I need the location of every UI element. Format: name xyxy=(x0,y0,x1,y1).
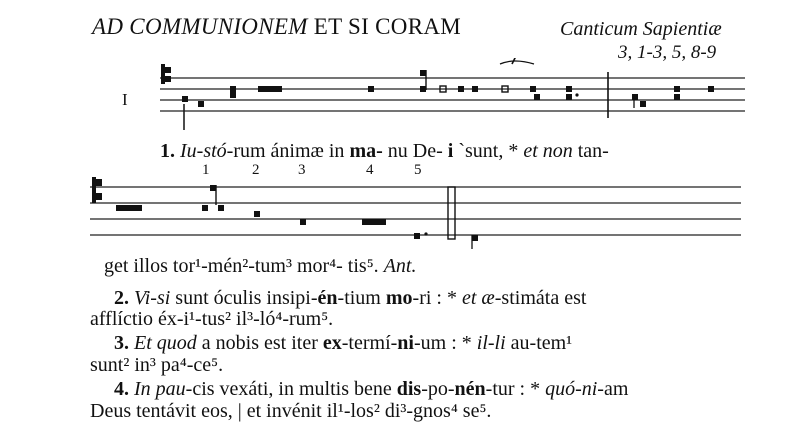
verse-1-line-2 xyxy=(104,255,416,278)
canticum-label: Canticum Sapientiæ xyxy=(560,18,722,40)
verse-2-segment: -stimáta est xyxy=(494,287,587,309)
verse-1-segment: Ant. xyxy=(383,255,417,277)
episema-1 xyxy=(500,61,534,64)
verse-3-number: 3. xyxy=(114,332,129,354)
verse-2-segment: -ri : * xyxy=(412,287,462,309)
title-italic: AD COMMUNIONEM xyxy=(92,14,308,39)
verse-4-line-1 xyxy=(114,378,628,401)
verse-4-segment: nén xyxy=(454,378,486,400)
accent-number-1: 1 xyxy=(202,162,210,178)
verse-3-segment: Et quod xyxy=(134,332,197,354)
verse-3-segment: ni xyxy=(397,332,414,354)
verse-2-segment: én xyxy=(317,287,338,309)
verse-2-segment: mo xyxy=(385,287,413,309)
verse-4-segment: In pau- xyxy=(134,378,193,400)
verse-1-text-2 xyxy=(104,255,416,277)
accent-number-2: 2 xyxy=(252,162,260,178)
verse-2-number: 2. xyxy=(114,287,129,309)
verse-3-segment: sunt² in³ pa⁴-ce⁵. xyxy=(90,354,224,376)
accent-number-5: 5 xyxy=(414,162,422,178)
verse-1-segment: `sunt, * xyxy=(453,140,524,162)
verse-1-segment: tan- xyxy=(572,140,609,162)
verse-2-segment: afflíctio éx-i¹-tus² il³-ló⁴-rum⁵. xyxy=(90,308,334,330)
verse-1-number: 1. xyxy=(160,140,175,162)
verse-4-line-2 xyxy=(90,400,491,423)
verse-3-segment: -termí- xyxy=(341,332,398,354)
verse-4-segment: dis xyxy=(396,378,422,400)
verse-2-segment: Vi-si xyxy=(134,287,171,309)
verse-3-text-1 xyxy=(134,332,572,354)
verse-1-line-1 xyxy=(160,140,609,163)
verse-2-segment: -tium xyxy=(337,287,386,309)
verse-1-text-1 xyxy=(180,140,609,162)
verse-1-segment: ma- xyxy=(349,140,383,162)
modes-label: 3, 1-3, 5, 8-9 xyxy=(618,42,717,63)
staff-1 xyxy=(150,58,750,138)
verse-4-segment: Deus tentávit eos, | et invénit il¹-los² di³-gnos⁴ se⁵. xyxy=(90,400,492,422)
verse-2-segment: et æ xyxy=(461,287,495,309)
verse-3-segment: a nobis est iter xyxy=(196,332,323,354)
verse-3-text-2 xyxy=(90,354,223,376)
verse-1-segment: get illos tor¹-mén²-tum³ mor⁴- tis⁵. xyxy=(104,255,384,277)
mode-numeral: I xyxy=(122,90,128,109)
verse-4-segment: quó-ni- xyxy=(545,378,604,400)
verse-4-text-1 xyxy=(134,378,628,400)
accent-number-4: 4 xyxy=(366,162,374,178)
clef-2 xyxy=(92,177,102,203)
verse-2-segment: sunt óculis insipi- xyxy=(170,287,318,309)
verse-3-line-1 xyxy=(114,332,572,355)
verse-3-segment: il-li xyxy=(476,332,506,354)
verse-1-segment: i xyxy=(447,140,454,162)
verse-4-number: 4. xyxy=(114,378,129,400)
staff-2 xyxy=(86,175,746,255)
verse-1-segment: nu De- xyxy=(382,140,448,162)
double-bar xyxy=(448,187,455,239)
verse-2-line-1 xyxy=(114,287,586,310)
title-rest: ET SI CORAM xyxy=(313,14,462,39)
verse-1-segment: rum ánimæ in xyxy=(233,140,350,162)
verse-3-segment: au-tem¹ xyxy=(505,332,573,354)
clef xyxy=(161,64,171,84)
accent-number-3: 3 xyxy=(298,162,306,178)
verse-4-segment: cis vexáti, in multis bene xyxy=(192,378,397,400)
verse-4-segment: -po- xyxy=(421,378,455,400)
verse-2-line-2 xyxy=(90,308,333,331)
verse-3-segment: ex xyxy=(322,332,342,354)
verse-2-text-2 xyxy=(90,308,333,330)
verse-1-segment: et non xyxy=(523,140,573,162)
verse-2-text-1 xyxy=(134,287,586,309)
neumes-2 xyxy=(116,185,478,249)
verse-3-segment: -um : * xyxy=(413,332,477,354)
verse-4-segment: -tur : * xyxy=(485,378,546,400)
chant-title xyxy=(92,14,461,40)
verse-4-segment: am xyxy=(603,378,629,400)
verse-4-text-2 xyxy=(90,400,491,422)
verse-1-segment: Iu-stó- xyxy=(180,140,234,162)
verse-3-line-2 xyxy=(90,354,223,377)
